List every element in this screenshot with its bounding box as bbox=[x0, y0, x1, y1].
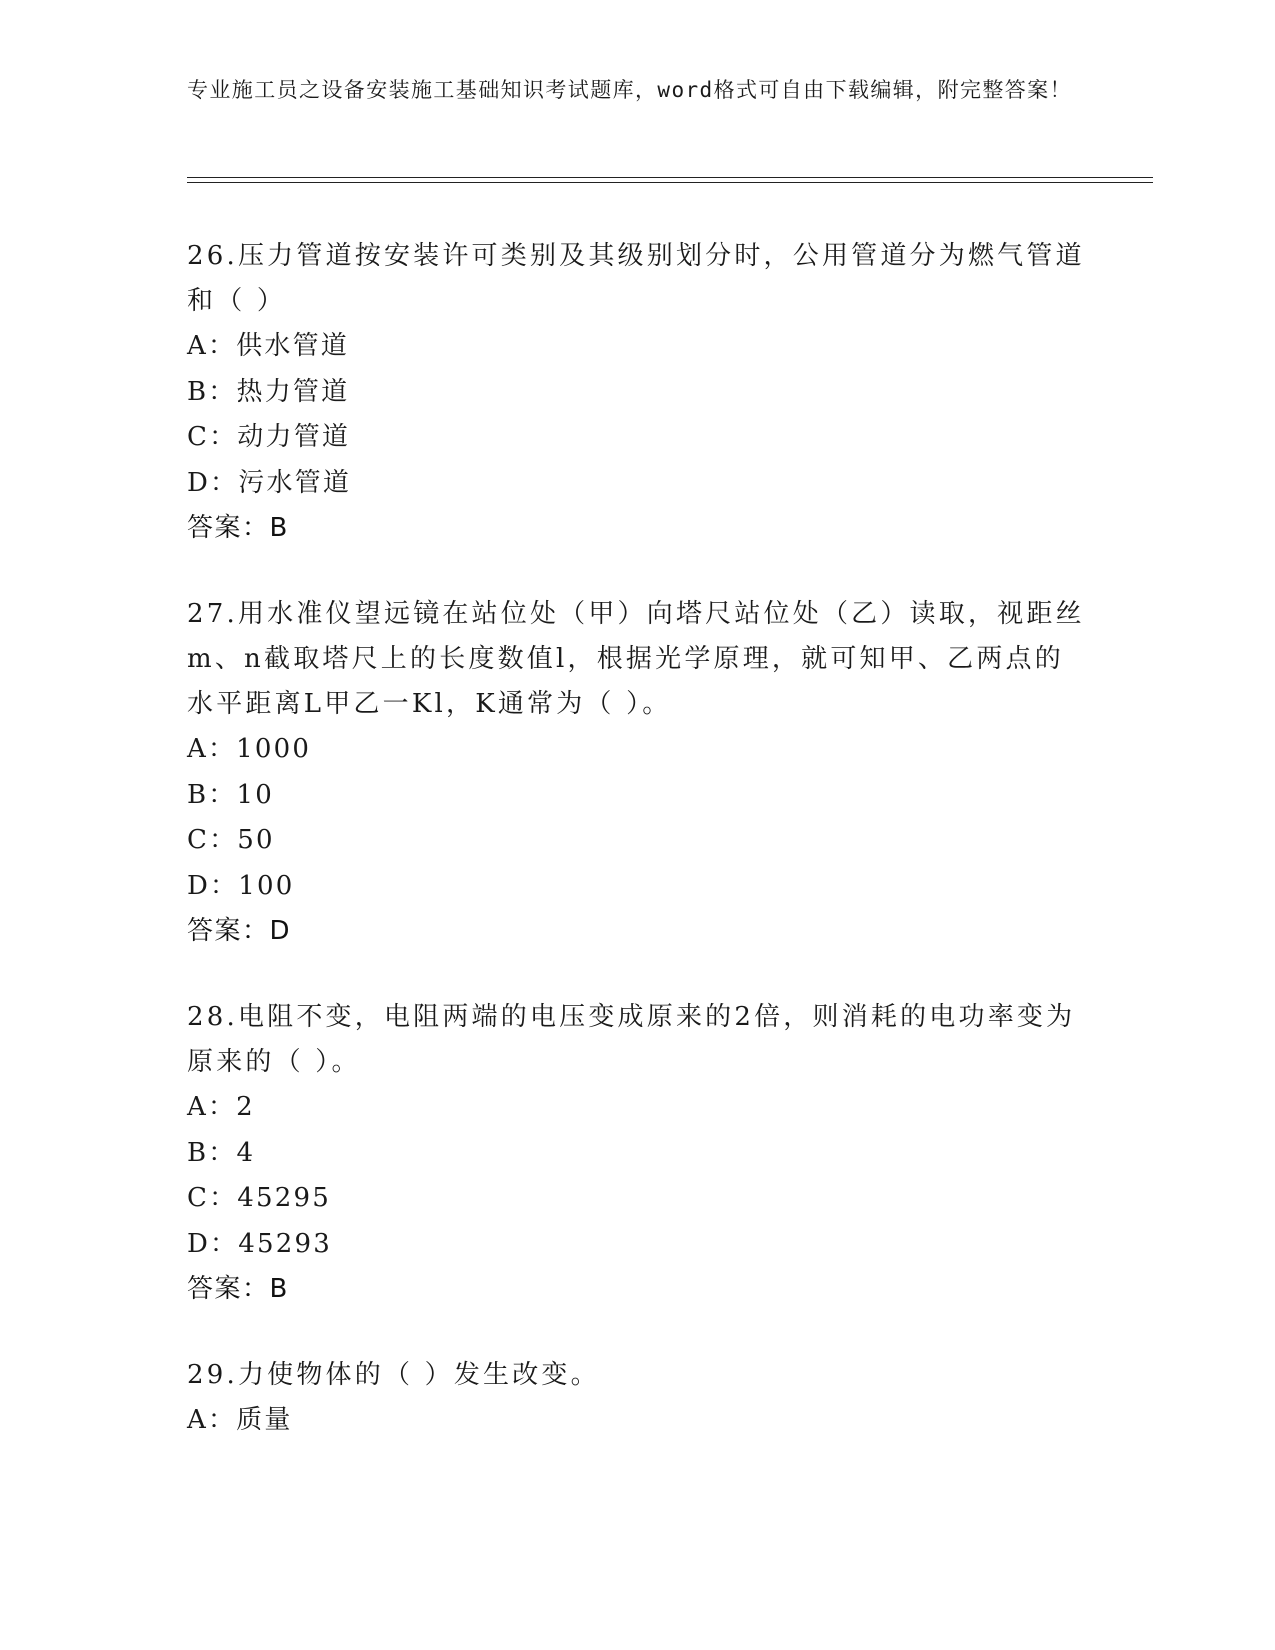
question-list bbox=[187, 234, 1087, 1485]
option-c: C：50 bbox=[187, 825, 275, 855]
option-c: C：45295 bbox=[187, 1183, 332, 1213]
option-a: A：1000 bbox=[187, 734, 312, 764]
option-a: A：2 bbox=[187, 1092, 255, 1122]
question-stem: 26.压力管道按安装许可类别及其级别划分时，公用管道分为燃气管道和（ ） bbox=[187, 241, 1085, 316]
header-divider-bottom bbox=[187, 182, 1153, 183]
option-d: D：45293 bbox=[187, 1228, 332, 1259]
option-a: A：质量 bbox=[187, 1405, 293, 1435]
answer-label: 答案：D bbox=[187, 916, 292, 946]
question-26 bbox=[187, 234, 1087, 551]
answer-label: 答案：B bbox=[187, 1274, 289, 1304]
question-stem: 27.用水准仪望远镜在站位处（甲）向塔尺站位处（乙）读取，视距丝m、n截取塔尺上的长度数值l，根据光学原理，就可知甲、乙两点的水平距离L甲乙一Kl，K通常为（ ）。 bbox=[187, 599, 1085, 719]
option-a: A：供水管道 bbox=[187, 331, 349, 361]
option-b: B：10 bbox=[187, 779, 274, 810]
page-header: 专业施工员之设备安装施工基础知识考试题库，word格式可自由下载编辑，附完整答案！ bbox=[187, 78, 1072, 102]
option-c: C：动力管道 bbox=[187, 422, 351, 452]
question-stem: 29.力使物体的（ ）发生改变。 bbox=[187, 1360, 600, 1390]
option-b: B：4 bbox=[187, 1137, 256, 1168]
answer-label: 答案：B bbox=[187, 513, 289, 543]
question-29 bbox=[187, 1353, 1087, 1444]
header-divider-top bbox=[187, 177, 1153, 178]
option-d: D：100 bbox=[187, 870, 295, 901]
option-d: D：污水管道 bbox=[187, 467, 352, 498]
question-27 bbox=[187, 592, 1087, 954]
question-stem: 28.电阻不变，电阻两端的电压变成原来的2倍，则消耗的电功率变为原来的（ ）。 bbox=[187, 1002, 1076, 1077]
option-b: B：热力管道 bbox=[187, 376, 350, 407]
question-28 bbox=[187, 995, 1087, 1312]
